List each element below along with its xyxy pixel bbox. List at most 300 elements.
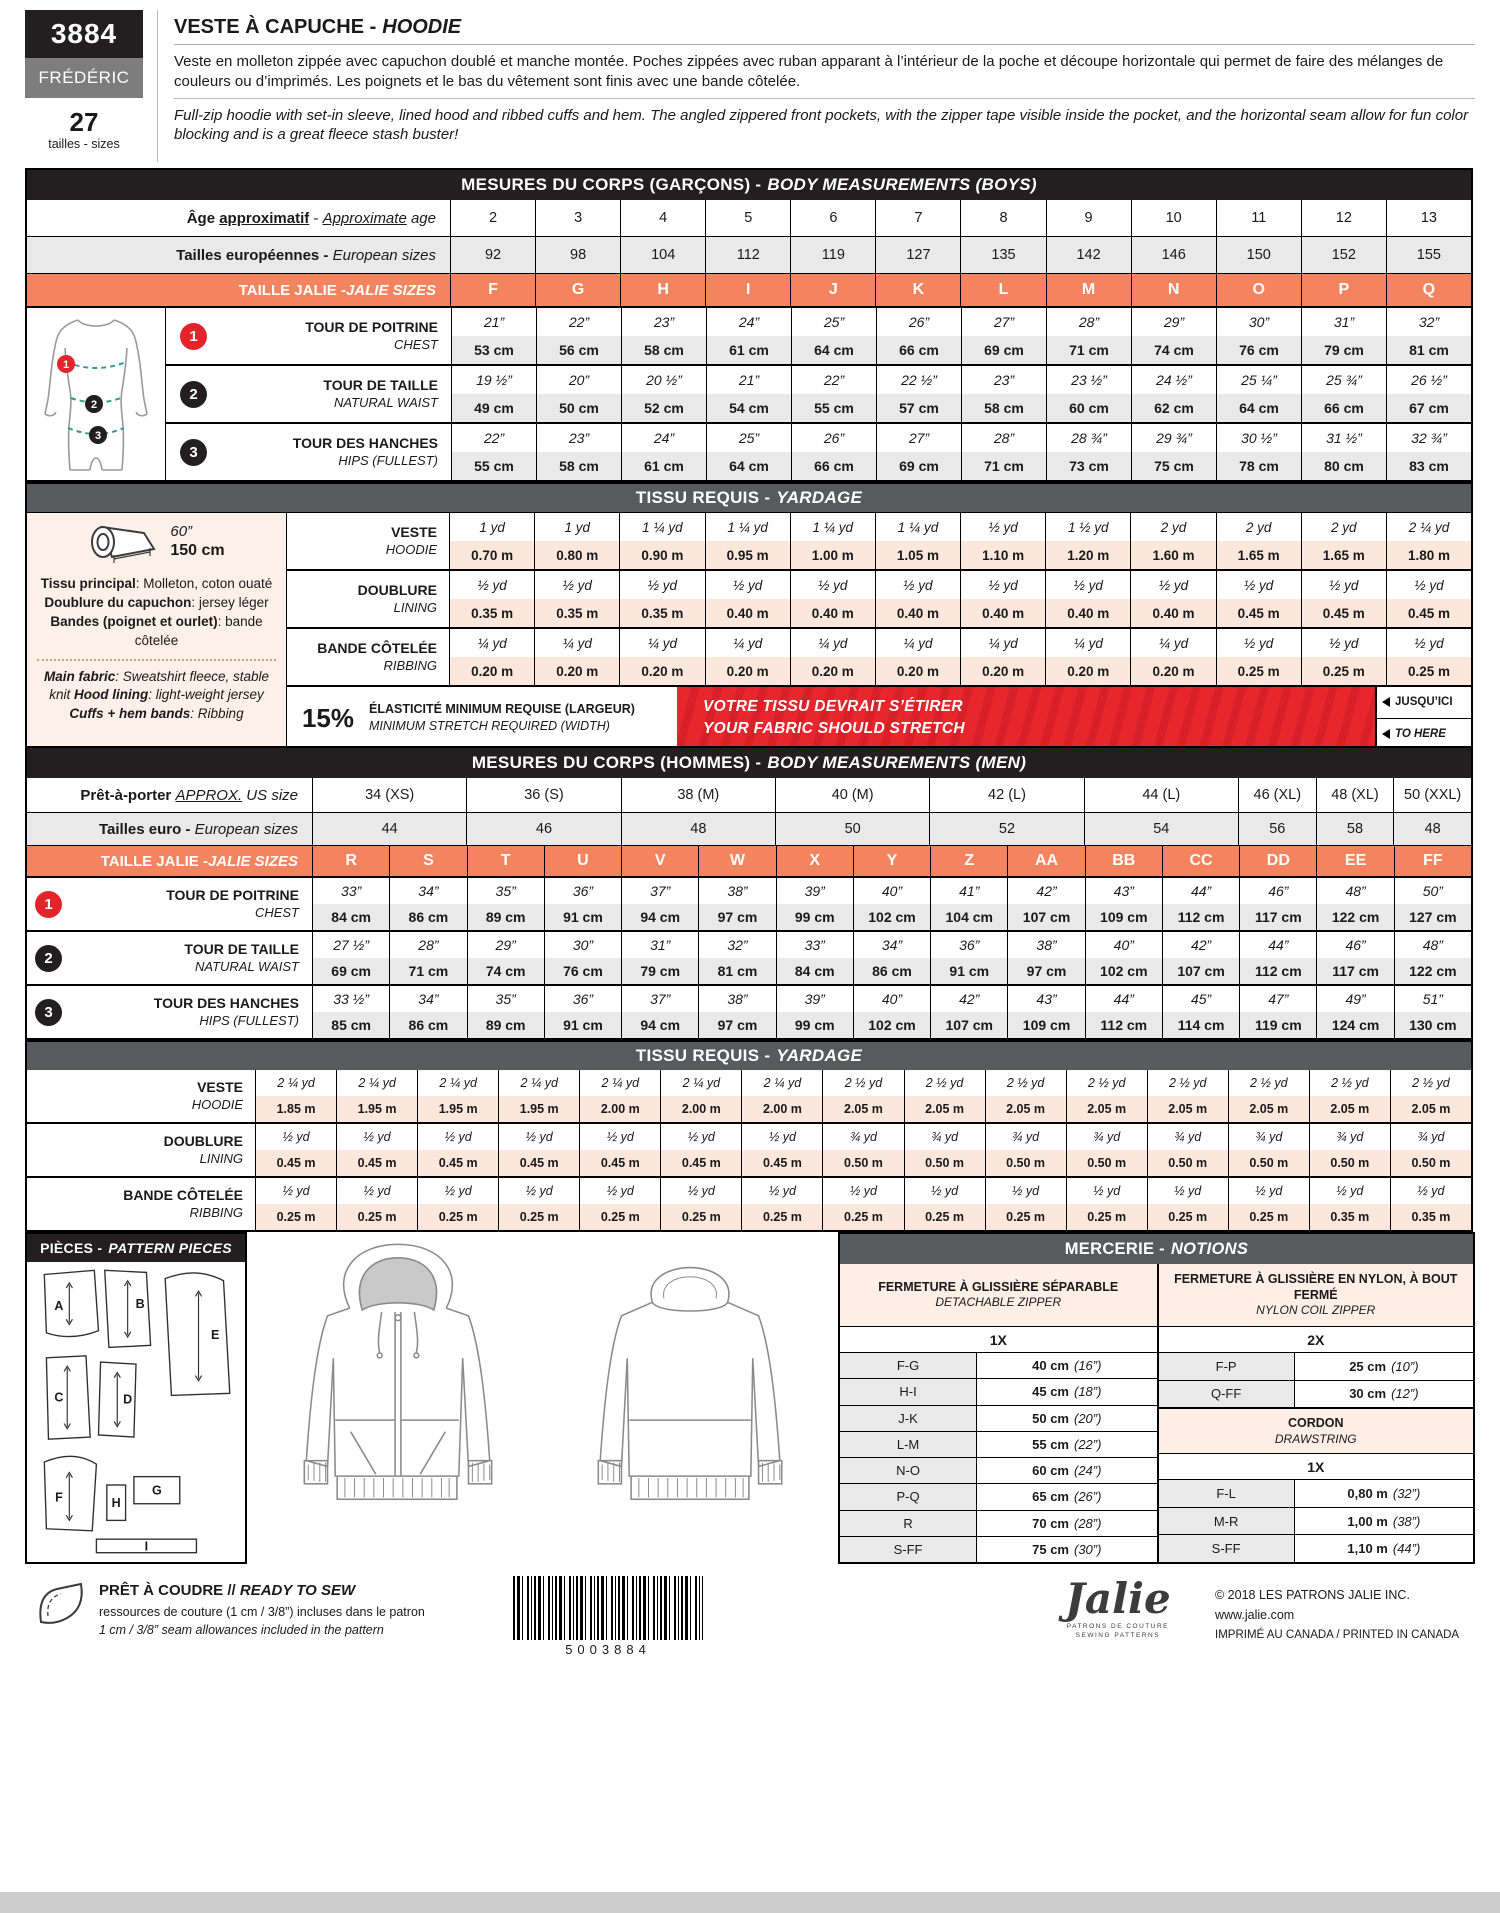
men-ribbing-m-cell: 0.25 m (1066, 1204, 1147, 1230)
boys-waist-cm-cell: 55 cm (791, 394, 876, 422)
men-ribbing-m-cell: 0.25 m (660, 1204, 741, 1230)
notion-length-in: (32”) (1392, 1485, 1421, 1501)
notion-row (840, 1406, 1157, 1432)
boys-yardage-ribbing (287, 627, 1471, 685)
men-lining-m-cell: 0.50 m (822, 1150, 903, 1176)
us-size-cell: 42 (L) (929, 778, 1083, 812)
men-yardage-table (25, 1040, 1473, 1232)
svg-text:G: G (151, 1483, 162, 1498)
men-waist-inch-cell: 38” (1007, 932, 1084, 958)
boys-chest-inch-cell: 21” (483, 314, 505, 330)
boys-yardage-title (27, 484, 1471, 512)
boys-ribbing-yd-cell: ¼ yd (619, 629, 704, 657)
stretch-banner-fr: VOTRE TISSU DEVRAIT S’ÉTIRER (703, 697, 963, 715)
notion-row (840, 1458, 1157, 1484)
boys-ribbing-yd-cell: ¼ yd (534, 629, 619, 657)
euro-label-fr: Tailles européennes - (176, 246, 333, 264)
men-jalie-size-cell: Y (853, 846, 930, 876)
men-hoodie-yd-cell: 2 ½ yd (985, 1070, 1066, 1096)
boys-chest-inch-cell: 22” (536, 308, 621, 336)
fabric-info-box (27, 513, 287, 749)
boys-yardage-lining (287, 569, 1471, 627)
men-ribbing-yd-cell: ½ yd (417, 1178, 498, 1204)
pieces-title-en: PATTERN PIECES (108, 1240, 232, 1256)
us-label-fr: Prêt-à-porter (80, 786, 176, 804)
men-waist-inch-cell: 29” (467, 932, 544, 958)
notion-length-in: (28”) (1074, 1515, 1102, 1531)
boys-lining-yd-cell: ½ yd (1130, 571, 1215, 599)
boys-ribbing-yd-cell: ¼ yd (705, 629, 790, 657)
age-cell: 4 (620, 200, 705, 236)
men-yardage-ribbing-en: RIBBING (189, 1204, 243, 1220)
boys-chest-cm-cell: 81 cm (1386, 336, 1471, 364)
boys-waist-inch-cell: 22 ½” (876, 366, 961, 394)
stretch-requirement-text (369, 687, 677, 749)
notion-length-in: (20”) (1074, 1410, 1102, 1426)
jalie-size-cell: L (960, 274, 1045, 306)
fabric-note-english (27, 663, 286, 733)
age-label-en: age (406, 209, 436, 227)
men-hoodie-yd-cell: 2 ¼ yd (417, 1070, 498, 1096)
men-waist-cm-cell: 97 cm (1007, 958, 1084, 984)
boys-hoodie-yd-cell: 1 ¼ yd (705, 513, 790, 541)
men-waist-inch-cell: 42” (1162, 932, 1239, 958)
men-waist-cm-cell: 71 cm (389, 958, 466, 984)
men-chest-inch-cell: 33” (341, 883, 362, 899)
euro-size-cell: 104 (620, 237, 705, 273)
fabric-note-french (27, 571, 286, 657)
boys-ribbing-m-cell: 0.20 m (875, 657, 960, 685)
logo-sub-fr: PATRONS DE COUTURE (1066, 1623, 1169, 1630)
measure-3-badge: 3 (35, 999, 62, 1026)
boys-chest-cm-cell: 56 cm (536, 336, 621, 364)
jalie-logo-subtitle (1065, 1622, 1171, 1640)
men-lining-m-cell: 0.50 m (1309, 1150, 1390, 1176)
boys-waist-cm-cell: 58 cm (961, 394, 1046, 422)
boys-lining-m-cell: 0.45 m (1386, 599, 1471, 627)
men-chest-inch-cell: 39” (776, 878, 853, 904)
men-hips-inch-cell: 44” (1085, 986, 1162, 1012)
men-jalie-size-cell: S (389, 846, 466, 876)
men-hoodie-yd-cell: 2 ¼ yd (336, 1070, 417, 1096)
boys-ribbing-yd-cell: ¼ yd (477, 635, 507, 651)
men-hips-inch-cell: 36” (544, 986, 621, 1012)
men-waist-cm-cell: 91 cm (930, 958, 1007, 984)
men-hoodie-m-cell: 1.95 m (498, 1096, 579, 1122)
boys-hips-cm-cell: 55 cm (474, 458, 514, 474)
boys-ribbing-m-cell: 0.20 m (960, 657, 1045, 685)
men-chest-inch-cell: 34” (389, 878, 466, 904)
boys-yardage-body (27, 512, 1471, 749)
left-arrow-icon (1382, 697, 1390, 707)
measure-3-badge: 3 (180, 439, 207, 466)
men-ribbing-yd-cell: ½ yd (1228, 1178, 1309, 1204)
men-jalie-size-cell: W (698, 846, 775, 876)
men-hips-inch-cell: 34” (389, 986, 466, 1012)
jalie-label-fr: TAILLE JALIE - (238, 281, 346, 299)
age-row (27, 200, 1471, 236)
notion-sizes: H-I (840, 1379, 977, 1404)
men-euro-label (27, 813, 312, 845)
boys-jalie-row (27, 273, 1471, 306)
men-yardage-hoodie-en: HOODIE (191, 1096, 243, 1112)
men-ribbing-yd-cell: ½ yd (1066, 1178, 1147, 1204)
fabric-width (27, 513, 286, 571)
men-jalie-size-cell: AA (1007, 846, 1084, 876)
men-hoodie-yd-cell: 2 ¼ yd (741, 1070, 822, 1096)
men-lining-yd-cell: ½ yd (660, 1124, 741, 1150)
men-hoodie-m-cell: 2.05 m (1066, 1096, 1147, 1122)
barcode (513, 1576, 703, 1640)
men-ribbing-m-cell: 0.35 m (1309, 1204, 1390, 1230)
boys-waist-cm-cell: 66 cm (1301, 394, 1386, 422)
men-hips-inch-cell: 40” (853, 986, 930, 1012)
men-ribbing-yd-cell: ½ yd (822, 1178, 903, 1204)
men-lining-yd-cell: ¾ yd (1309, 1124, 1390, 1150)
boys-lining-m-cell: 0.40 m (1045, 599, 1130, 627)
boys-hips-cm-cell: 80 cm (1301, 452, 1386, 480)
boys-euro-row (27, 236, 1471, 273)
copyright-block (1215, 1586, 1459, 1645)
men-ribbing-yd-cell: ½ yd (1309, 1178, 1390, 1204)
yardage-lining-fr: DOUBLURE (357, 582, 437, 599)
boys-lining-m-cell: 0.40 m (705, 599, 790, 627)
men-hoodie-m-cell: 2.05 m (1228, 1096, 1309, 1122)
men-lining-m-cell: 0.45 m (660, 1150, 741, 1176)
us-label-approx: APPROX. (175, 786, 243, 804)
euro-size-cell: 150 (1216, 237, 1301, 273)
boys-waist-cm-cell: 60 cm (1046, 394, 1131, 422)
zip2-label-en: NYLON COIL ZIPPER (1256, 1303, 1376, 1318)
boys-waist-inch-cell: 23 ½” (1046, 366, 1131, 394)
men-lining-m-cell: 0.50 m (1066, 1150, 1147, 1176)
sizes-count-box (25, 98, 143, 162)
age-label-fr: Âge (186, 209, 220, 227)
men-lining-m-cell: 0.50 m (904, 1150, 985, 1176)
boys-chest-inch-cell: 29” (1131, 308, 1216, 336)
boys-lining-m-cell: 0.40 m (1130, 599, 1215, 627)
boys-chest-inch-cell: 28” (1046, 308, 1131, 336)
pattern-pieces-box (25, 1232, 247, 1564)
notion-length-in: (44”) (1392, 1541, 1421, 1557)
boys-hoodie-m-cell: 1.80 m (1386, 541, 1471, 569)
euro-size-cell: 98 (535, 237, 620, 273)
men-hoodie-yd-cell: 2 ½ yd (1147, 1070, 1228, 1096)
men-lining-m-cell: 0.50 m (1228, 1150, 1309, 1176)
men-us-cells (312, 778, 1471, 812)
boys-hips-inch-cell: 26” (791, 424, 876, 452)
boys-lining-m-cell: 0.45 m (1216, 599, 1301, 627)
men-jalie-row (27, 845, 1471, 876)
men-chest-cm-cell: 94 cm (621, 904, 698, 930)
men-yardage-lining-fr: DOUBLURE (163, 1133, 243, 1150)
us-label-en: US size (242, 786, 298, 804)
stretch-req-en: MINIMUM STRETCH REQUIRED (WIDTH) (369, 719, 610, 733)
men-ribbing-m-cell: 0.25 m (336, 1204, 417, 1230)
boys-ribbing-m-cell: 0.25 m (1216, 657, 1301, 685)
barcode-number: 5003884 (565, 1642, 651, 1657)
notions-title-fr: MERCERIE - (1064, 1239, 1165, 1258)
men-hoodie-m-cell: 2.00 m (579, 1096, 660, 1122)
notion-sizes: Q-FF (1159, 1381, 1295, 1408)
men-waist-label-en: NATURAL WAIST (194, 958, 299, 974)
men-hoodie-m-cell: 2.00 m (660, 1096, 741, 1122)
age-cell: 5 (705, 200, 790, 236)
footer (25, 1576, 1475, 1676)
zip2-quantity: 2X (1159, 1327, 1474, 1353)
men-hoodie-m-cell: 2.00 m (741, 1096, 822, 1122)
boys-hoodie-yd-cell: 1 ½ yd (1045, 513, 1130, 541)
to-here-fr: JUSQU’ICI (1395, 696, 1453, 709)
men-hoodie-m-cell: 1.85 m (276, 1102, 316, 1116)
yardage-hoodie-fr: VESTE (391, 524, 437, 541)
men-jalie-size-cell: EE (1316, 846, 1393, 876)
men-hips-inch-cell: 38” (698, 986, 775, 1012)
men-yardage-hoodie-fr: VESTE (197, 1079, 243, 1096)
men-lining-yd-cell: ¾ yd (1228, 1124, 1309, 1150)
technical-drawings (258, 1226, 830, 1564)
cord-quantity: 1X (1159, 1454, 1474, 1480)
barcode-block (513, 1576, 703, 1657)
boys-hoodie-yd-cell: 2 ¼ yd (1386, 513, 1471, 541)
men-jalie-size-cell: T (467, 846, 544, 876)
pattern-name: FRÉDÉRIC (25, 58, 143, 98)
men-hoodie-m-cell: 2.05 m (1309, 1096, 1390, 1122)
body-figure-box (27, 308, 166, 480)
men-measurements-table (25, 746, 1473, 1040)
men-chest-inch-cell: 46” (1239, 878, 1316, 904)
notion-sizes: S-FF (840, 1537, 977, 1562)
chest-label-en: CHEST (393, 336, 438, 352)
men-hips-inch-cell: 51” (1394, 986, 1471, 1012)
notion-sizes: F-G (840, 1353, 977, 1378)
men-euro-size-cell: 52 (929, 813, 1083, 845)
men-jalie-size-cell: V (621, 846, 698, 876)
notion-length-in: (10”) (1391, 1358, 1419, 1374)
men-euro-size-cell: 58 (1316, 813, 1394, 845)
men-waist-cm-cell: 122 cm (1394, 958, 1471, 984)
hoodie-front-drawing (258, 1226, 538, 1564)
notions-title-en: NOTIONS (1170, 1239, 1249, 1258)
men-euro-label-fr: Tailles euro - (99, 820, 195, 838)
boys-lining-m-cell: 0.40 m (790, 599, 875, 627)
title-fr: VESTE À CAPUCHE - (174, 15, 377, 38)
stretch-req-fr: ÉLASTICITÉ MINIMUM REQUISE (LARGEUR) (369, 702, 635, 717)
seam-allowance-en: 1 cm / 3/8” seam allowances included in the pattern (99, 1623, 384, 1638)
boys-lining-yd-cell: ½ yd (790, 571, 875, 599)
men-lining-m-cell: 0.45 m (276, 1156, 316, 1170)
men-chest-inch-cell: 40” (853, 878, 930, 904)
boys-lining-m-cell: 0.35 m (534, 599, 619, 627)
boys-ribbing-m-cell: 0.20 m (1045, 657, 1130, 685)
boys-ribbing-m-cell: 0.20 m (471, 663, 514, 679)
men-waist-inch-cell: 31” (621, 932, 698, 958)
men-hips-cm-cell: 99 cm (776, 1012, 853, 1038)
header (25, 10, 1475, 162)
stretch-percent: 15% (301, 702, 355, 733)
fabric-fr-t3: : bande côtelée (134, 613, 263, 648)
boys-waist-values (451, 366, 1471, 422)
boys-hoodie-m-cell: 0.80 m (534, 541, 619, 569)
men-waist-cm-cell: 84 cm (776, 958, 853, 984)
men-chest-inch-cell: 42” (1007, 878, 1084, 904)
boys-hips-group (166, 422, 1471, 480)
men-lining-yd-cell: ½ yd (336, 1124, 417, 1150)
men-jalie-size-cell: Z (930, 846, 1007, 876)
men-euro-size-cell: 46 (466, 813, 620, 845)
age-cells (450, 200, 1471, 236)
euro-size-cell: 146 (1131, 237, 1216, 273)
men-waist-cm-cell: 69 cm (331, 963, 371, 979)
men-euro-label-en: European sizes (194, 820, 298, 838)
men-lining-m-cell: 0.50 m (1147, 1150, 1228, 1176)
notion-length: 50 cm (1032, 1410, 1069, 1426)
men-hoodie-m-cell: 2.05 m (904, 1096, 985, 1122)
boys-hips-cm-cell: 75 cm (1131, 452, 1216, 480)
euro-size-cell: 92 (484, 247, 502, 263)
men-yardage-ribbing-fr: BANDE CÔTELÉE (123, 1187, 243, 1204)
boys-ribbing-yd-cell: ¼ yd (1045, 629, 1130, 657)
boys-chest-label (166, 308, 451, 364)
boys-chest-group (166, 308, 1471, 364)
men-chest-cm-cell: 104 cm (930, 904, 1007, 930)
notion-sizes: J-K (840, 1406, 977, 1431)
boys-hoodie-yd-cell: 1 ¼ yd (790, 513, 875, 541)
men-hips-cm-cell: 89 cm (467, 1012, 544, 1038)
men-hoodie-yd-cell: 2 ½ yd (822, 1070, 903, 1096)
men-hips-inch-cell: 45” (1162, 986, 1239, 1012)
jalie-size-cell: O (1216, 274, 1301, 306)
men-ribbing-m-cell: 0.25 m (1228, 1204, 1309, 1230)
boys-lining-yd-cell: ½ yd (960, 571, 1045, 599)
euro-size-cell: 112 (705, 237, 790, 273)
age-cell: 9 (1046, 200, 1131, 236)
boys-chest-cm-cell: 79 cm (1301, 336, 1386, 364)
men-ribbing-m-cell: 0.25 m (579, 1204, 660, 1230)
men-yardage-title-en: YARDAGE (776, 1046, 863, 1065)
pattern-number: 3884 (25, 10, 143, 58)
men-hips-cm-cell: 114 cm (1162, 1012, 1239, 1038)
boys-measurements-table (25, 168, 1473, 482)
boys-hips-cm-cell: 64 cm (706, 452, 791, 480)
boys-hips-inch-cell: 22” (483, 430, 505, 446)
men-chest-inch-cell: 41” (930, 878, 1007, 904)
drawstring-header (1159, 1408, 1474, 1454)
fabric-width-inches: 60” (170, 523, 193, 541)
left-arrow-icon (1382, 729, 1390, 739)
men-chest-cm-cell: 127 cm (1394, 904, 1471, 930)
us-size-cell: 36 (S) (466, 778, 620, 812)
notion-length-in: (26”) (1074, 1489, 1102, 1505)
men-chest-cm-cell: 112 cm (1162, 904, 1239, 930)
men-waist-inch-cell: 40” (1085, 932, 1162, 958)
men-yardage-lining-en: LINING (199, 1150, 243, 1166)
men-lining-yd-cell: ¾ yd (1390, 1124, 1471, 1150)
boys-hips-cm-cell: 66 cm (791, 452, 876, 480)
fabric-fr-b2: Doublure du capuchon (44, 594, 192, 610)
men-lining-yd-cell: ¾ yd (822, 1124, 903, 1150)
notion-length-in: (30”) (1074, 1541, 1102, 1557)
jalie-size-cell: Q (1386, 274, 1471, 306)
men-euro-row (27, 812, 1471, 845)
men-jalie-cells (312, 846, 1471, 876)
ready-to-sew-title (99, 1580, 425, 1603)
men-chest-inch-cell: 48” (1316, 878, 1393, 904)
men-ribbing-yd-cell: ½ yd (985, 1178, 1066, 1204)
boys-ribbing-yd-cell: ¼ yd (875, 629, 960, 657)
svg-text:A: A (54, 1298, 64, 1313)
boys-ribbing-m-cell: 0.20 m (534, 657, 619, 685)
notion-length-in: (16”) (1074, 1358, 1102, 1374)
men-chest-label-en: CHEST (254, 904, 299, 920)
boys-waist-cm-cell: 52 cm (621, 394, 706, 422)
bottom-edge-strip (0, 1892, 1500, 1913)
notion-length-in: (12”) (1391, 1386, 1419, 1402)
figure-measure-badges (57, 355, 107, 444)
men-hips-cm-cell: 130 cm (1394, 1012, 1471, 1038)
men-hips-cm-cell: 109 cm (1007, 1012, 1084, 1038)
notion-row (1159, 1508, 1474, 1536)
seam-allowance-fr: ressources de couture (1 cm / 3/8”) incluses dans le patron (99, 1604, 425, 1619)
men-waist-inch-cell: 28” (389, 932, 466, 958)
men-hips-inch-cell: 39” (776, 986, 853, 1012)
men-chest-cm-cell: 97 cm (698, 904, 775, 930)
boys-hips-inch-cell: 28 ¾” (1046, 424, 1131, 452)
jalie-size-cell: N (1131, 274, 1216, 306)
men-chest-cm-cell: 86 cm (389, 904, 466, 930)
boys-hips-inch-cell: 30 ½” (1216, 424, 1301, 452)
svg-text:D: D (123, 1392, 133, 1407)
yardage-title-en: YARDAGE (776, 488, 863, 507)
boys-hoodie-yd-cell: 2 yd (1216, 513, 1301, 541)
men-hoodie-m-cell: 1.95 m (336, 1096, 417, 1122)
men-hoodie-yd-cell: 2 ¼ yd (277, 1076, 315, 1090)
boys-hips-inch-cell: 32 ¾” (1386, 424, 1471, 452)
boys-ribbing-m-cell: 0.20 m (1130, 657, 1215, 685)
boys-hips-inch-cell: 27” (876, 424, 961, 452)
notion-length: 45 cm (1032, 1384, 1069, 1400)
jalie-size-cell: H (620, 274, 705, 306)
men-ribbing-yd-cell: ½ yd (1390, 1178, 1471, 1204)
boys-hoodie-m-cell: 1.10 m (960, 541, 1045, 569)
men-hoodie-m-cell: 2.05 m (1390, 1096, 1471, 1122)
jalie-size-cell: G (535, 274, 620, 306)
logo-sub-en: SEWING PATTERNS (1075, 1632, 1161, 1640)
men-title-en: BODY MEASUREMENTS (MEN) (767, 753, 1027, 772)
notion-length: 30 cm (1349, 1386, 1387, 1402)
boys-hips-inch-cell: 24” (621, 424, 706, 452)
euro-size-cell: 135 (960, 237, 1045, 273)
sizes-count: 27 (69, 107, 99, 137)
boys-waist-inch-cell: 20” (536, 366, 621, 394)
men-lining-yd-cell: ¾ yd (1147, 1124, 1228, 1150)
men-chest-cm-cell: 99 cm (776, 904, 853, 930)
boys-hips-values (451, 424, 1471, 480)
men-ribbing-m-cell: 0.35 m (1390, 1204, 1471, 1230)
men-chest-cm-cell: 102 cm (853, 904, 930, 930)
men-waist-inch-cell: 44” (1239, 932, 1316, 958)
notion-sizes: F-L (1159, 1480, 1295, 1507)
men-hoodie-m-cell: 2.05 m (985, 1096, 1066, 1122)
men-ribbing-m-cell: 0.25 m (822, 1204, 903, 1230)
boys-measure-groups (166, 308, 1471, 480)
men-ribbing-m-cell: 0.25 m (276, 1210, 316, 1224)
pattern-pieces-title (27, 1234, 245, 1262)
boys-waist-inch-cell: 20 ½” (621, 366, 706, 394)
men-lining-yd-cell: ½ yd (498, 1124, 579, 1150)
boys-waist-cm-cell: 49 cm (474, 400, 514, 416)
men-chest-cm-cell: 91 cm (544, 904, 621, 930)
